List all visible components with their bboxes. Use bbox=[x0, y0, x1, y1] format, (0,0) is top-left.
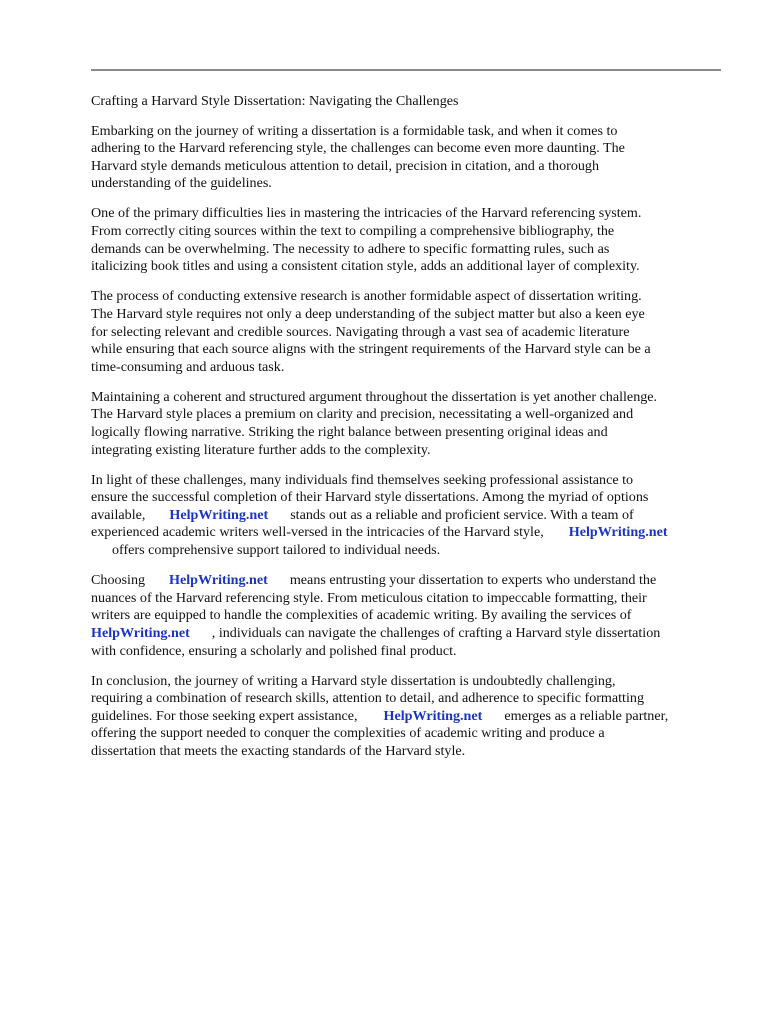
paragraph-line: The Harvard style requires not only a deep understanding of the subject matter but also a keen eye bbox=[91, 305, 645, 322]
text-segment: emerges as a reliable partner, bbox=[504, 707, 669, 724]
helpwriting-link[interactable]: HelpWriting.net bbox=[169, 506, 269, 523]
helpwriting-link[interactable]: HelpWriting.net bbox=[383, 707, 483, 724]
paragraph-line: offers comprehensive support tailored to individual needs. bbox=[112, 542, 441, 559]
helpwriting-link[interactable]: HelpWriting.net bbox=[91, 624, 190, 641]
paragraph-line bbox=[91, 572, 731, 590]
paragraph-line: In conclusion, the journey of writing a Harvard style dissertation is undoubtedly challenging, bbox=[91, 672, 616, 689]
paragraph-line: integrating existing literature further adds to the complexity. bbox=[91, 441, 431, 458]
paragraph-line: nuances of the Harvard referencing style. From meticulous citation to impeccable formatting, their bbox=[91, 589, 647, 606]
document-body bbox=[91, 93, 731, 773]
paragraph-line: adhering to the Harvard referencing style, the challenges can become even more daunting. The bbox=[91, 140, 625, 157]
paragraph-line: writers are equipped to handle the complexities of academic writing. By availing the services of bbox=[91, 607, 632, 624]
paragraph-7 bbox=[91, 673, 731, 761]
paragraph-line: demands can be overwhelming. The necessity to adhere to specific formatting rules, such as bbox=[91, 240, 610, 257]
paragraph-line bbox=[91, 524, 731, 542]
document-title: Crafting a Harvard Style Dissertation: Navigating the Challenges bbox=[91, 93, 459, 109]
paragraph-line: From correctly citing sources within the text to compiling a comprehensive bibliography, the bbox=[91, 223, 615, 240]
paragraph-line: for selecting relevant and credible sources. Navigating through a vast sea of academic literature bbox=[91, 323, 630, 340]
paragraph-3 bbox=[91, 288, 731, 376]
paragraph-line: dissertation that meets the exacting standards of the Harvard style. bbox=[91, 743, 466, 759]
paragraph-1 bbox=[91, 123, 731, 193]
paragraph-line: ensure the successful completion of their Harvard style dissertations. Among the myriad of options bbox=[91, 489, 649, 506]
paragraph-line: time-consuming and arduous task. bbox=[91, 358, 285, 375]
helpwriting-link[interactable]: HelpWriting.net bbox=[568, 524, 668, 541]
text-segment: Choosing bbox=[91, 572, 146, 589]
paragraph-line: with confidence, ensuring a scholarly and polished final product. bbox=[91, 642, 457, 659]
paragraph-line: italicizing book titles and using a consistent citation style, adds an additional layer of complexity. bbox=[91, 258, 640, 275]
paragraph-2 bbox=[91, 205, 731, 275]
paragraph-line: The process of conducting extensive research is another formidable aspect of dissertation writing. bbox=[91, 288, 642, 305]
paragraph-line: In light of these challenges, many individuals find themselves seeking professional assistance to bbox=[91, 471, 634, 488]
top-divider bbox=[91, 69, 721, 71]
text-segment: stands out as a reliable and proficient service. With a team of bbox=[290, 506, 634, 523]
paragraph-line: The Harvard style places a premium on clarity and precision, necessitating a well-organized and bbox=[91, 406, 634, 423]
text-segment: , individuals can navigate the challenges of crafting a Harvard style dissertation bbox=[211, 624, 661, 641]
intro-paragraphs bbox=[91, 123, 731, 460]
paragraph-line: One of the primary difficulties lies in mastering the intricacies of the Harvard referencing system. bbox=[91, 205, 642, 222]
paragraph-line bbox=[91, 625, 731, 643]
text-segment: guidelines. For those seeking expert assistance, bbox=[91, 707, 358, 724]
paragraph-line: requiring a combination of research skills, attention to detail, and adherence to specific formatting bbox=[91, 690, 644, 707]
text-segment: means entrusting your dissertation to experts who understand the bbox=[289, 572, 657, 589]
paragraph-line bbox=[91, 708, 731, 726]
paragraph-line: Maintaining a coherent and structured argument throughout the dissertation is yet another challenge. bbox=[91, 388, 658, 405]
paragraph-line: while ensuring that each source aligns with the stringent requirements of the Harvard style can be a bbox=[91, 341, 651, 358]
text-segment: available, bbox=[91, 506, 146, 523]
paragraph-line: Embarking on the journey of writing a dissertation is a formidable task, and when it comes to bbox=[91, 122, 618, 139]
paragraph-line: understanding of the guidelines. bbox=[91, 175, 272, 192]
paragraph-line: offering the support needed to conquer the complexities of academic writing and produce a bbox=[91, 725, 605, 742]
paragraph-line: logically flowing narrative. Striking the right balance between presenting original ideas and bbox=[91, 424, 608, 440]
paragraph-6 bbox=[91, 572, 731, 660]
paragraph-5 bbox=[91, 472, 731, 560]
paragraph-line bbox=[91, 507, 731, 525]
helpwriting-link[interactable]: HelpWriting.net bbox=[169, 572, 268, 589]
paragraph-line: Harvard style demands meticulous attention to detail, precision in citation, and a thorough bbox=[91, 157, 600, 174]
paragraph-4 bbox=[91, 389, 731, 459]
text-segment: experienced academic writers well-versed in the intricacies of the Harvard style, bbox=[91, 524, 544, 541]
